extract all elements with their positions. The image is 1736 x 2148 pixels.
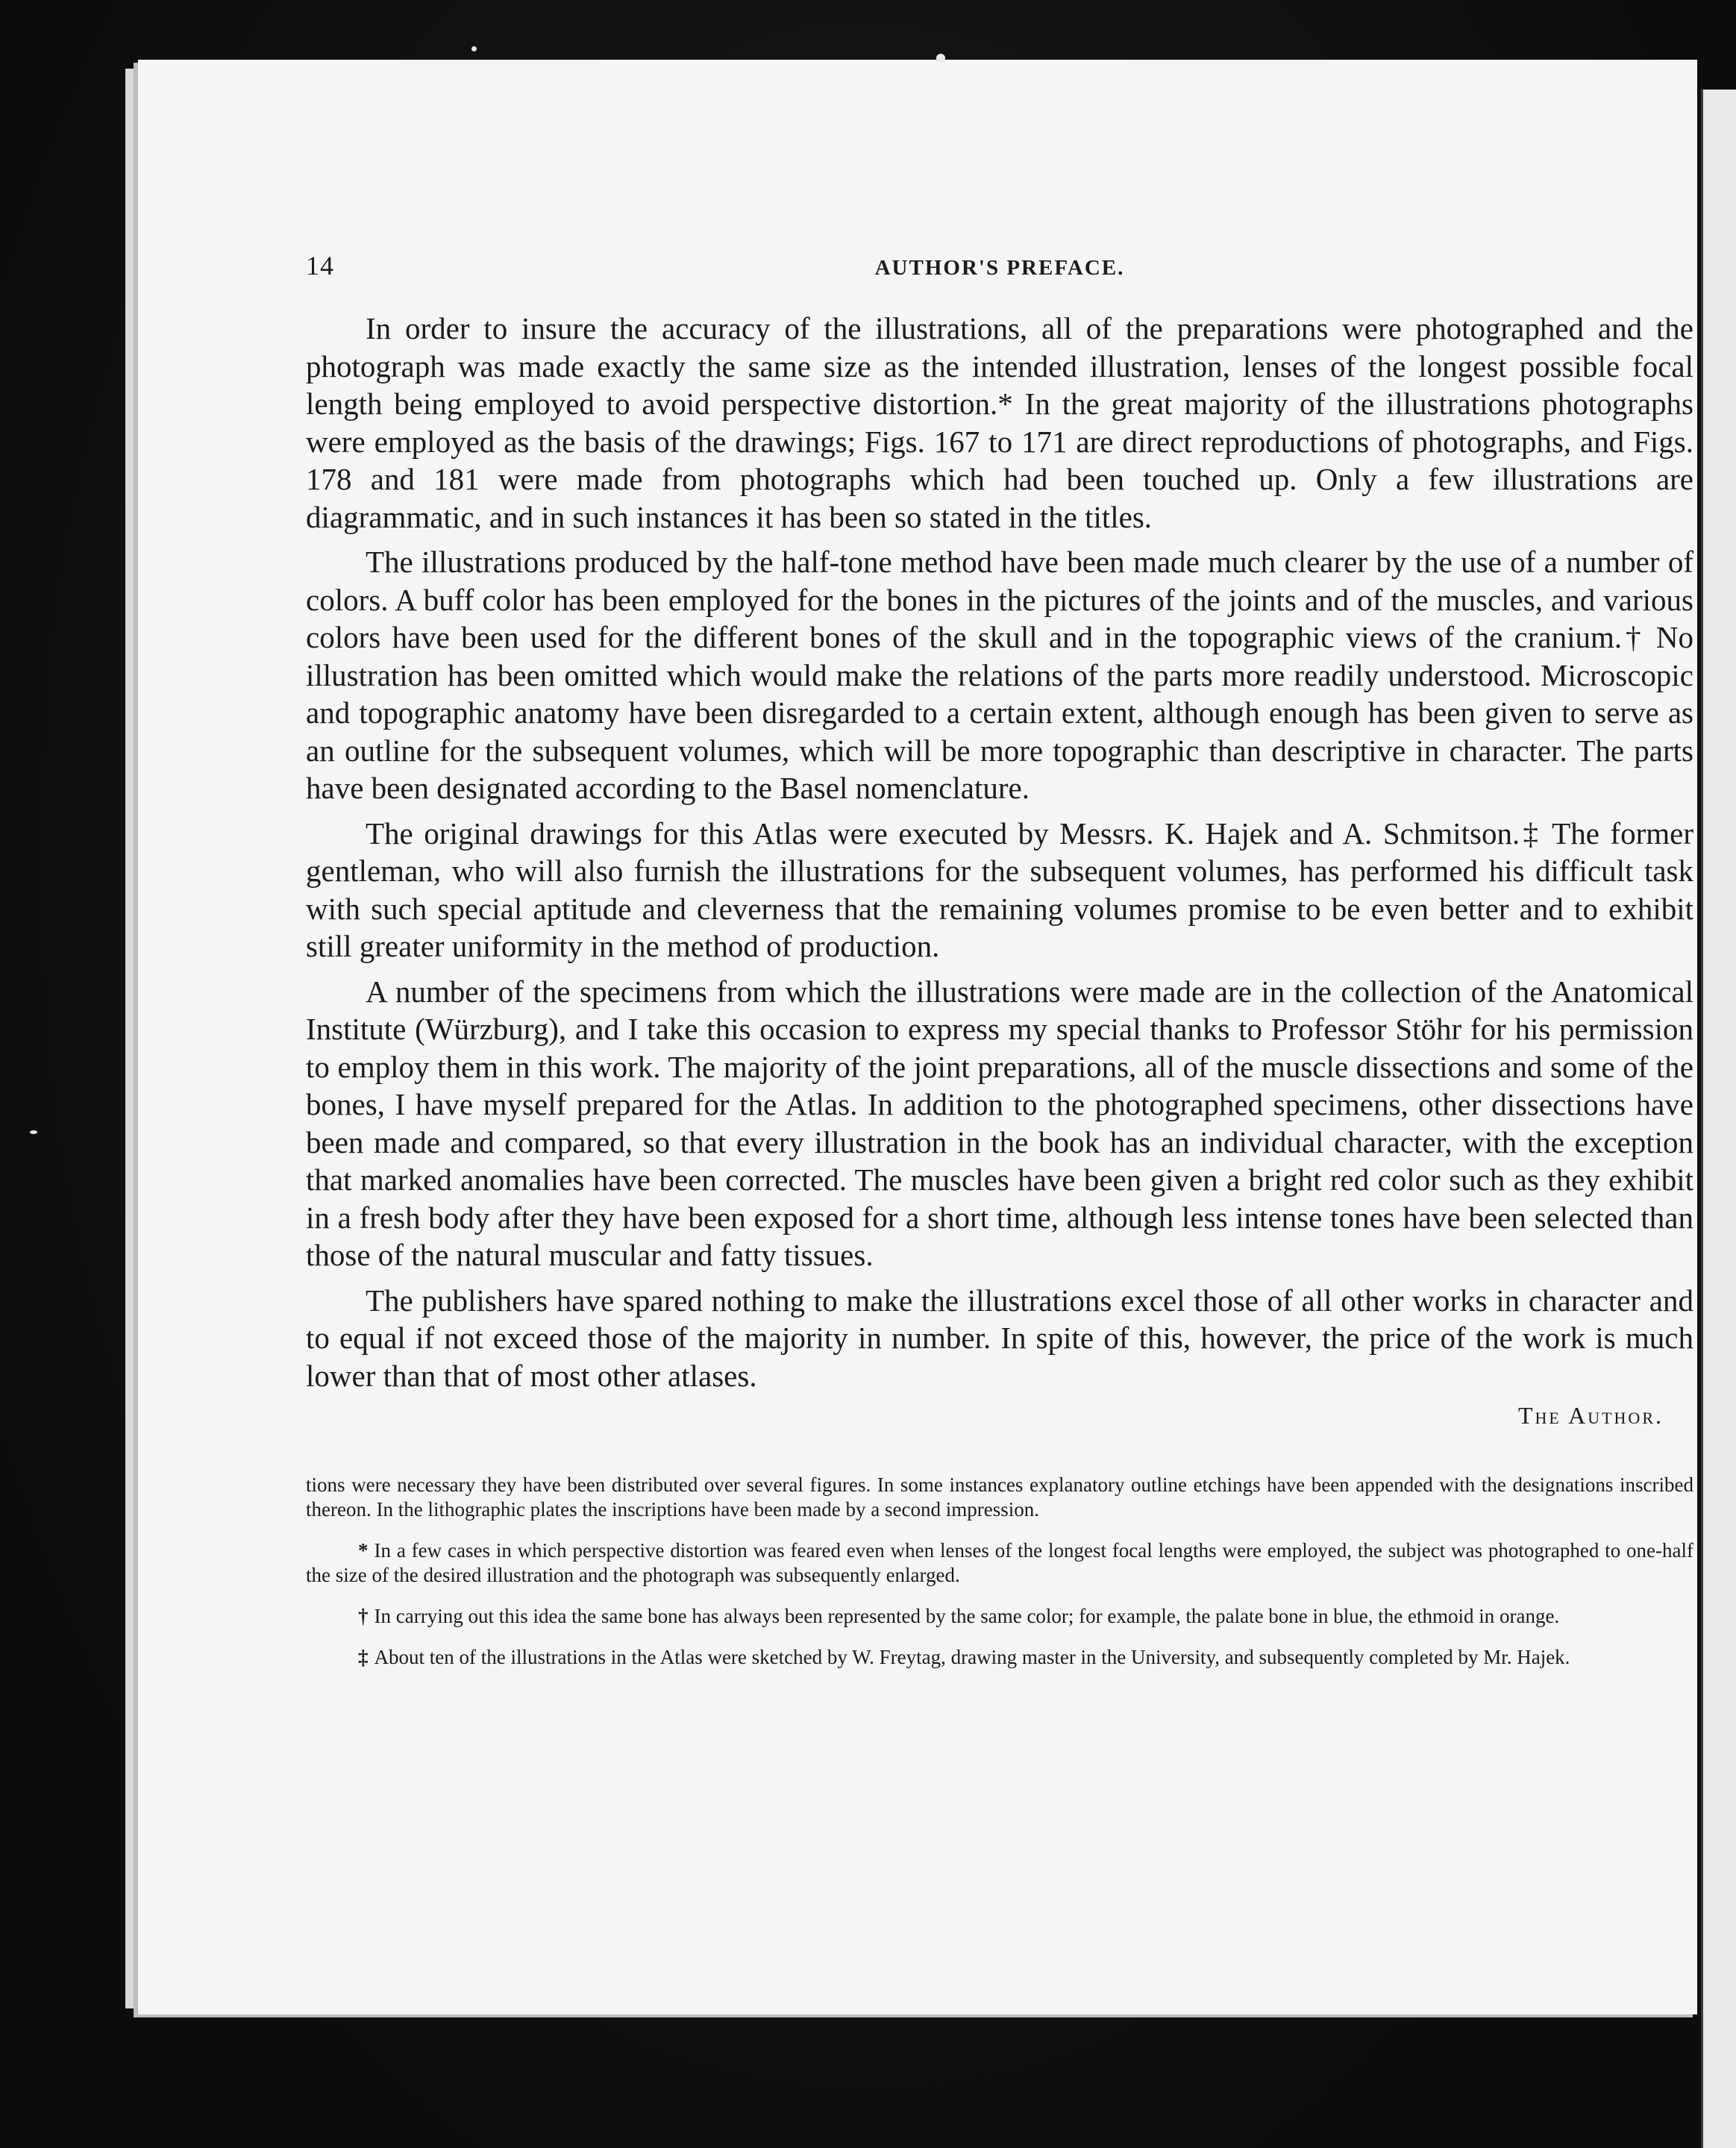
paragraph-specimens: A number of the specimens from which the illustrations were made are in the collection of the Anatomical Institute (Würzburg), and I take this occasion to express my special thanks to Professor Stöhr for his permission to employ them in this work. The majority of the joint preparations, all of the muscle dissections and some of the bones, I have myself prepared for the Atlas. In addition to the photographed specimens, other dissections have been made and compared, so that every illustration in the book has an individual character, with the exception that marked anomalies have been corrected. The muscles have been given a bright red color such as they exhibit in a fresh body after they have been exposed for a short time, although less intense tones have been selected than those of the natural muscular and fatty tissues. [306, 974, 1693, 1272]
author-signature: The Author. [1518, 1402, 1664, 1429]
paragraph-publishers: The publishers have spared nothing to make the illustrations excel those of all other works in character and to equal if not exceed those of the majority in number. In spite of this, however, the price of the work is much lower than that of most other atlases. [306, 1283, 1693, 1393]
page-number: 14 [306, 251, 334, 281]
page-content [306, 250, 1693, 1686]
preface-body [306, 310, 1693, 1394]
footnote-text: In a few cases in which perspective distortion was feared even when lenses of the longest focal lengths were employed, the subject was photographed to one-half the size of the desired illustration and the photograph was subsequently enlarged. [306, 1539, 1693, 1586]
footnotes [306, 1473, 1693, 1670]
page-header-title: AUTHOR'S PREFACE. [874, 256, 1125, 280]
footnote-marker: * [358, 1539, 369, 1562]
adjacent-page-edge [1701, 90, 1736, 2148]
scan-dust-speck [30, 1130, 37, 1134]
paragraph-drawings: The original drawings for this Atlas were executed by Messrs. K. Hajek and A. Schmitson.‡ The former gentleman, who will also furnish the illustrations for the subsequent volumes, has performed his difficult task with such special aptitude and cleverness that the remaining volumes promise to be even better and to exhibit still greater uniformity in the method of production. [306, 815, 1693, 963]
footnote-continuation: tions were necessary they have been distributed over several figures. In some instances explanatory outline etchings have been appended with the designations inscribed thereon. In the lithographic plates the inscriptions have been made by a second impression. [306, 1474, 1693, 1521]
book-page [138, 60, 1697, 2014]
footnote-text: In carrying out this idea the same bone has always been represented by the same color; for example, the palate bone in blue, the ethmoid in orange. [374, 1605, 1560, 1627]
footnote-asterisk [306, 1538, 1693, 1588]
scan-dust-speck [471, 46, 477, 51]
footnote-text: About ten of the illustrations in the Atlas were sketched by W. Freytag, drawing master in the University, and subsequently completed by Mr. Hajek. [374, 1646, 1570, 1668]
footnote-marker: † [358, 1605, 369, 1627]
footnote-dagger [306, 1604, 1693, 1629]
running-head [306, 250, 1693, 302]
footnote-double-dagger [306, 1645, 1693, 1670]
footnote-marker: ‡ [358, 1646, 369, 1668]
paragraph-accuracy: In order to insure the accuracy of the illustrations, all of the preparations were photographed and the photograph was made exactly the same size as the intended illustration, lenses of the longest possible focal length being employed to avoid perspective distortion.* In the great majority of the illustrations photographs were employed as the basis of the drawings; Figs. 167 to 171 are direct reproductions of photographs, and Figs. 178 and 181 were made from photographs which had been touched up. Only a few illustrations are diagrammatic, and in such instances it has been so stated in the titles. [306, 311, 1693, 534]
scan-dust-speck [936, 54, 945, 63]
paragraph-colors: The illustrations produced by the half-tone method have been made much clearer by the use of a number of colors. A buff color has been employed for the bones in the pictures of the joints and of the muscles, and various colors have been used for the different bones of the skull and in the topographic views of the cranium.† No illustration has been omitted which would make the relations of the parts more readily understood. Microscopic and topographic anatomy have been disregarded to a certain extent, although enough has been given to serve as an outline for the subsequent volumes, which will be more topographic than descriptive in character. The parts have been designated according to the Basel nomenclature. [306, 545, 1693, 805]
